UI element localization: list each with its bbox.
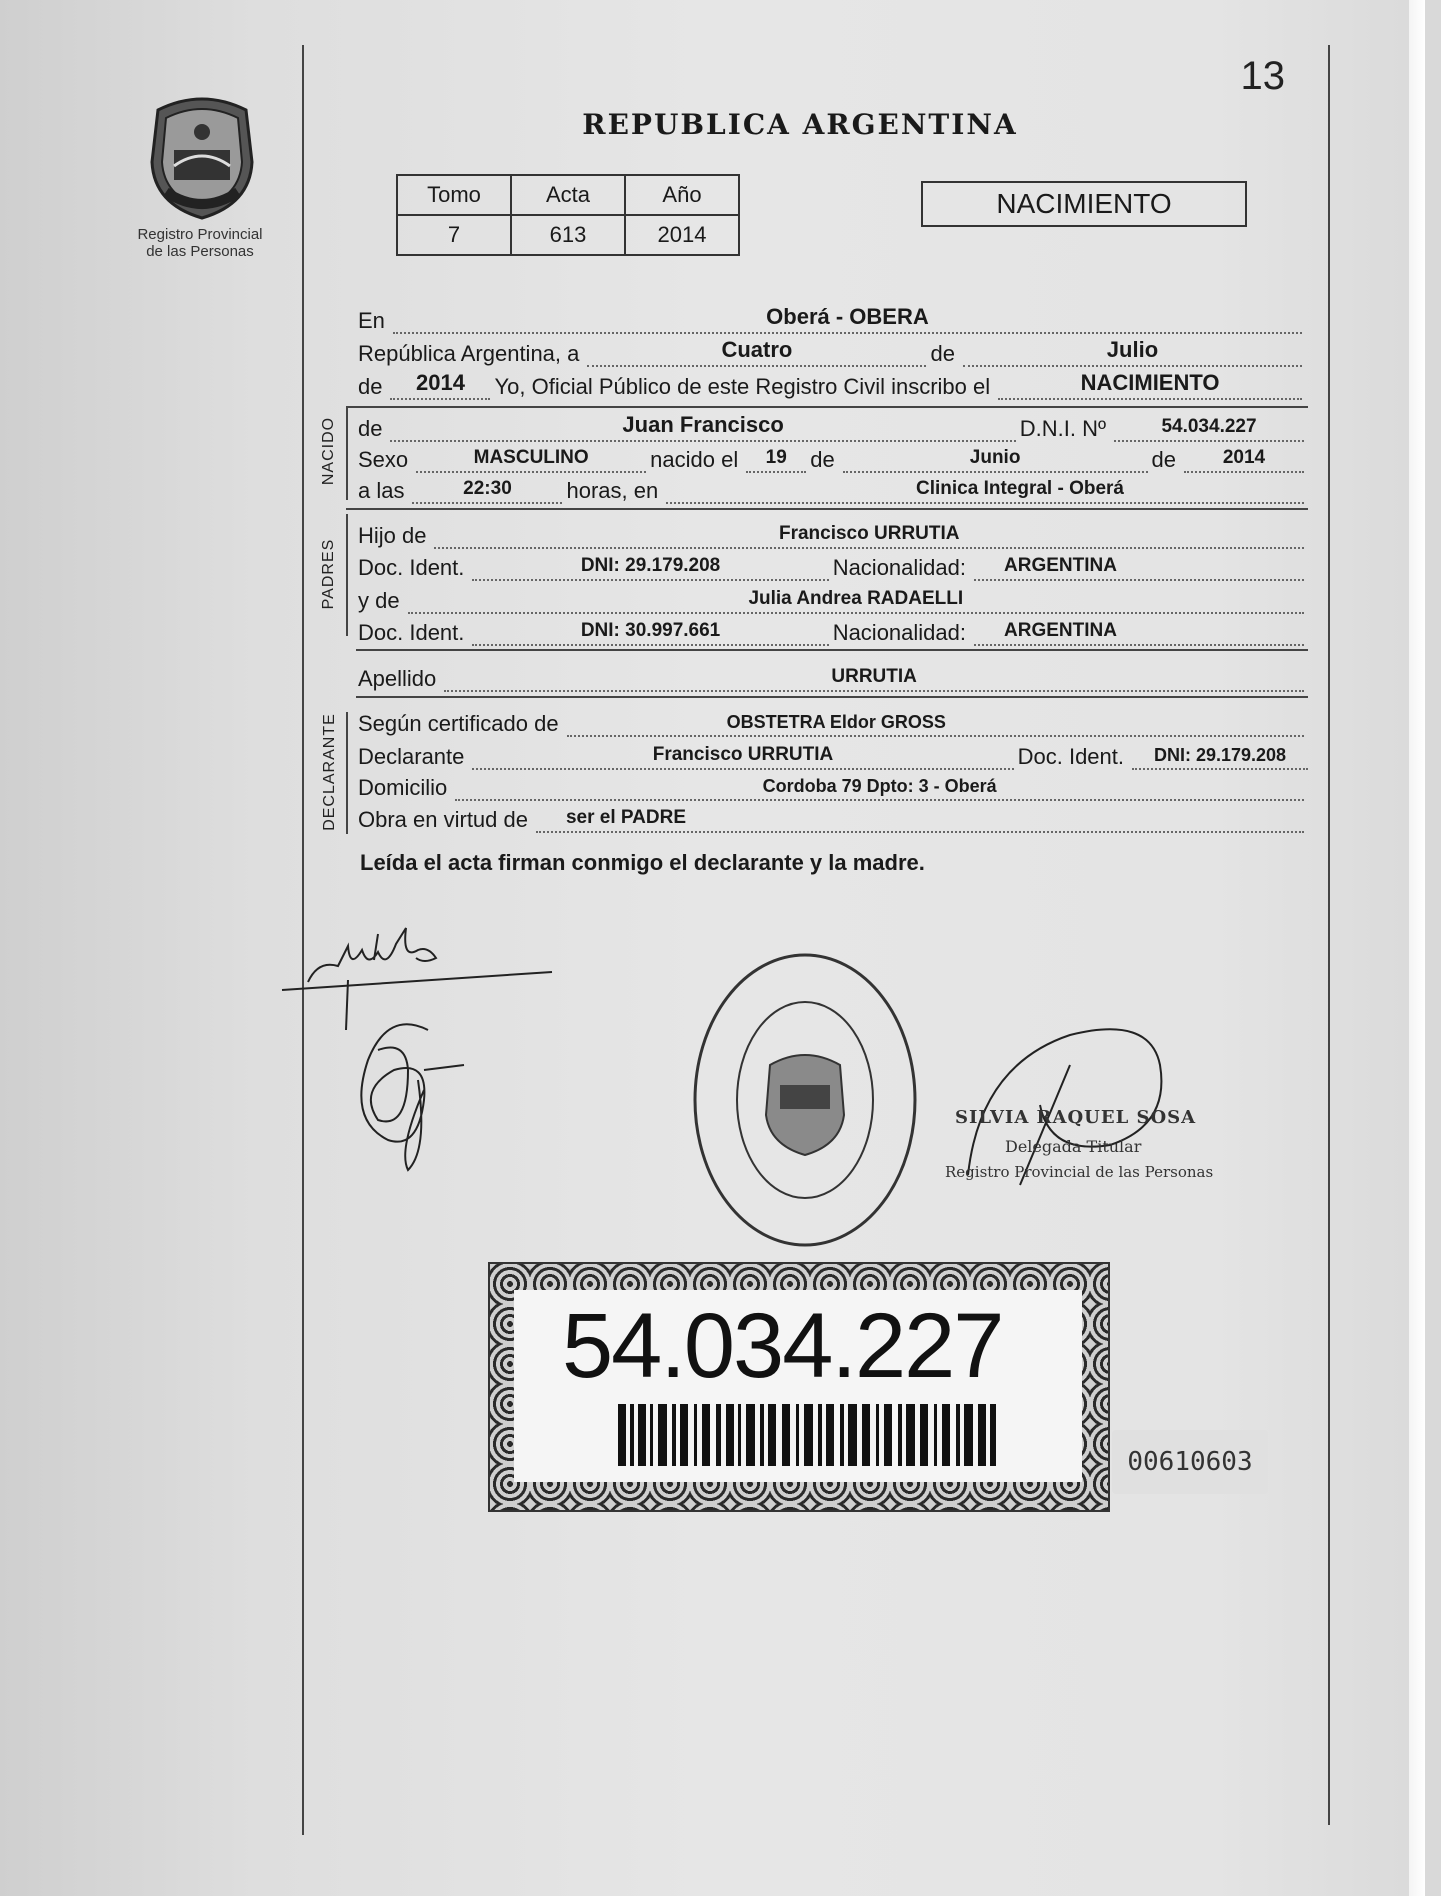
month-field bbox=[963, 337, 1302, 367]
barcode-sticker bbox=[488, 1262, 1110, 1512]
sex-field bbox=[416, 447, 646, 473]
mother-name-field bbox=[408, 588, 1304, 614]
padres-section-label: PADRES bbox=[320, 538, 337, 610]
row-date bbox=[358, 337, 1306, 367]
sex-value: MASCULINO bbox=[473, 447, 589, 468]
domicilio-label: Domicilio bbox=[358, 775, 448, 800]
value-anio: 2014 bbox=[625, 215, 739, 255]
birth-place-value: Clinica Integral - Oberá bbox=[916, 478, 1124, 499]
father-nationality-value: ARGENTINA bbox=[1004, 555, 1117, 576]
address-field bbox=[455, 775, 1304, 801]
father-doc-field bbox=[472, 555, 828, 581]
hijo-de-label: Hijo de bbox=[358, 523, 427, 548]
row-time-place bbox=[358, 474, 1308, 504]
a-las-label: a las bbox=[358, 478, 405, 503]
birth-year-value: 2014 bbox=[1222, 447, 1266, 468]
official-role: Delegada Titular bbox=[1005, 1137, 1142, 1156]
dni-value: 54.034.227 bbox=[1161, 416, 1257, 437]
row-mother bbox=[358, 584, 1308, 614]
mother-nationality-value: ARGENTINA bbox=[1004, 620, 1117, 641]
header-anio: Año bbox=[625, 175, 739, 215]
de-label: de bbox=[930, 341, 955, 366]
declarante-bracket bbox=[346, 712, 348, 834]
nacido-el-label: nacido el bbox=[650, 447, 739, 472]
barcode-bars bbox=[618, 1404, 998, 1466]
father-nationality-field bbox=[974, 555, 1304, 581]
row-name bbox=[358, 412, 1308, 442]
value-tomo: 7 bbox=[397, 215, 511, 255]
child-name-field bbox=[390, 412, 1015, 442]
address-value: Cordoba 79 Dpto: 3 - Oberá bbox=[762, 776, 997, 796]
certificate-value: OBSTETRA Eldor GROSS bbox=[726, 712, 946, 732]
row-address bbox=[358, 771, 1308, 801]
horas-en-label: horas, en bbox=[566, 478, 659, 503]
row-certificate bbox=[358, 707, 1308, 737]
row-declarant bbox=[358, 740, 1308, 770]
divider-line bbox=[346, 508, 1308, 510]
serial-number: 00610603 bbox=[1112, 1430, 1268, 1494]
registry-caption bbox=[120, 226, 280, 260]
certificate-field bbox=[567, 711, 1304, 737]
father-name-value: Francisco URRUTIA bbox=[778, 523, 960, 544]
nacido-de-label: de bbox=[358, 416, 383, 441]
mother-nationality-field bbox=[974, 620, 1304, 646]
act-type-box: NACIMIENTO bbox=[921, 181, 1247, 227]
de-label-2: de bbox=[810, 447, 835, 472]
inscribed-act-value: NACIMIENTO bbox=[1080, 370, 1220, 395]
declarant-doc-value: DNI: 29.179.208 bbox=[1153, 745, 1287, 765]
day-value: Cuatro bbox=[721, 337, 793, 362]
doc-ident-label: Doc. Ident. bbox=[358, 555, 465, 580]
dni-label: D.N.I. Nº bbox=[1019, 416, 1106, 441]
inscribed-act-field bbox=[998, 370, 1302, 400]
apellido-label: Apellido bbox=[358, 666, 437, 691]
en-label: En bbox=[358, 308, 385, 333]
declarante-label: Declarante bbox=[358, 744, 465, 769]
surname-field bbox=[444, 666, 1304, 692]
place-field bbox=[393, 304, 1302, 334]
relation-field bbox=[536, 807, 1304, 833]
surname-value: URRUTIA bbox=[831, 666, 917, 687]
declarant-name-field bbox=[472, 744, 1013, 770]
reference-table-value-row bbox=[397, 215, 739, 255]
declarante-section-label: DECLARANTE bbox=[321, 713, 338, 831]
official-organization: Registro Provincial de las Personas bbox=[945, 1163, 1214, 1181]
page-edge bbox=[1409, 0, 1425, 1896]
right-margin-line bbox=[1328, 45, 1330, 1825]
relation-value: ser el PADRE bbox=[565, 807, 687, 828]
place-value: Oberá - OBERA bbox=[766, 304, 929, 329]
official-stamp-seal bbox=[680, 945, 930, 1255]
declarant-name-value: Francisco URRUTIA bbox=[652, 744, 834, 765]
birth-time-field bbox=[412, 478, 562, 504]
registry-caption-line2: de las Personas bbox=[146, 243, 254, 260]
father-doc-value: DNI: 29.179.208 bbox=[580, 555, 721, 576]
divider-line bbox=[356, 696, 1308, 698]
father-name-field bbox=[434, 523, 1304, 549]
republica-label: República Argentina, a bbox=[358, 341, 580, 366]
child-name-value: Juan Francisco bbox=[622, 412, 784, 437]
birth-month-field bbox=[843, 447, 1148, 473]
year-value: 2014 bbox=[416, 370, 465, 395]
country-title: REPUBLICA ARGENTINA bbox=[582, 108, 1018, 141]
doc-ident-label: Doc. Ident. bbox=[358, 620, 465, 645]
day-field bbox=[587, 337, 926, 367]
row-place bbox=[358, 304, 1306, 334]
certificado-label: Según certificado de bbox=[358, 711, 559, 736]
dni-field bbox=[1114, 416, 1304, 442]
page-number: 13 bbox=[1240, 54, 1285, 98]
barcode-number: 54.034.227 bbox=[562, 1295, 1003, 1397]
divider-line bbox=[346, 406, 1308, 408]
y-de-label: y de bbox=[358, 588, 400, 613]
de-label-3: de bbox=[1151, 447, 1176, 472]
birth-place-field bbox=[666, 478, 1304, 504]
divider-line bbox=[356, 649, 1308, 651]
header-acta: Acta bbox=[511, 175, 625, 215]
registry-caption-line1: Registro Provincial bbox=[137, 226, 263, 243]
row-father-doc bbox=[358, 551, 1308, 581]
row-father bbox=[358, 519, 1308, 549]
padres-bracket bbox=[346, 514, 348, 636]
header-tomo: Tomo bbox=[397, 175, 511, 215]
birth-day-value: 19 bbox=[765, 447, 787, 468]
barcode-label-area bbox=[514, 1290, 1082, 1482]
nacionalidad-label: Nacionalidad: bbox=[832, 555, 966, 580]
birth-month-value: Junio bbox=[969, 447, 1021, 468]
declarant-signature bbox=[278, 920, 568, 1190]
value-acta: 613 bbox=[511, 215, 625, 255]
sexo-label: Sexo bbox=[358, 447, 409, 472]
reference-table-header-row bbox=[397, 175, 739, 215]
de-label: de bbox=[358, 374, 383, 399]
row-inscription bbox=[358, 370, 1306, 400]
nacionalidad-label: Nacionalidad: bbox=[832, 620, 966, 645]
row-mother-doc bbox=[358, 616, 1308, 646]
mother-name-value: Julia Andrea RADAELLI bbox=[748, 588, 964, 609]
row-relation bbox=[358, 803, 1308, 833]
official-name: SILVIA RAQUEL SOSA bbox=[955, 1107, 1197, 1128]
inscribe-label: Yo, Oficial Público de este Registro Civil inscribo el bbox=[494, 374, 991, 399]
month-value: Julio bbox=[1106, 337, 1159, 362]
birth-day-field bbox=[746, 447, 806, 473]
closing-text: Leída el acta firman conmigo el declarante y la madre. bbox=[360, 850, 925, 875]
nacido-bracket bbox=[346, 408, 348, 500]
year-field bbox=[390, 370, 490, 400]
doc-ident-label: Doc. Ident. bbox=[1017, 744, 1124, 769]
mother-doc-field bbox=[472, 620, 828, 646]
row-sex-birth bbox=[358, 443, 1308, 473]
row-surname bbox=[358, 662, 1308, 692]
obra-label: Obra en virtud de bbox=[358, 807, 528, 832]
nacido-section-label: NACIDO bbox=[320, 416, 337, 486]
birth-time-value: 22:30 bbox=[463, 478, 512, 499]
reference-table bbox=[396, 174, 740, 256]
birth-year-field bbox=[1184, 447, 1304, 473]
mother-doc-value: DNI: 30.997.661 bbox=[580, 620, 721, 641]
declarant-doc-field bbox=[1132, 744, 1308, 770]
